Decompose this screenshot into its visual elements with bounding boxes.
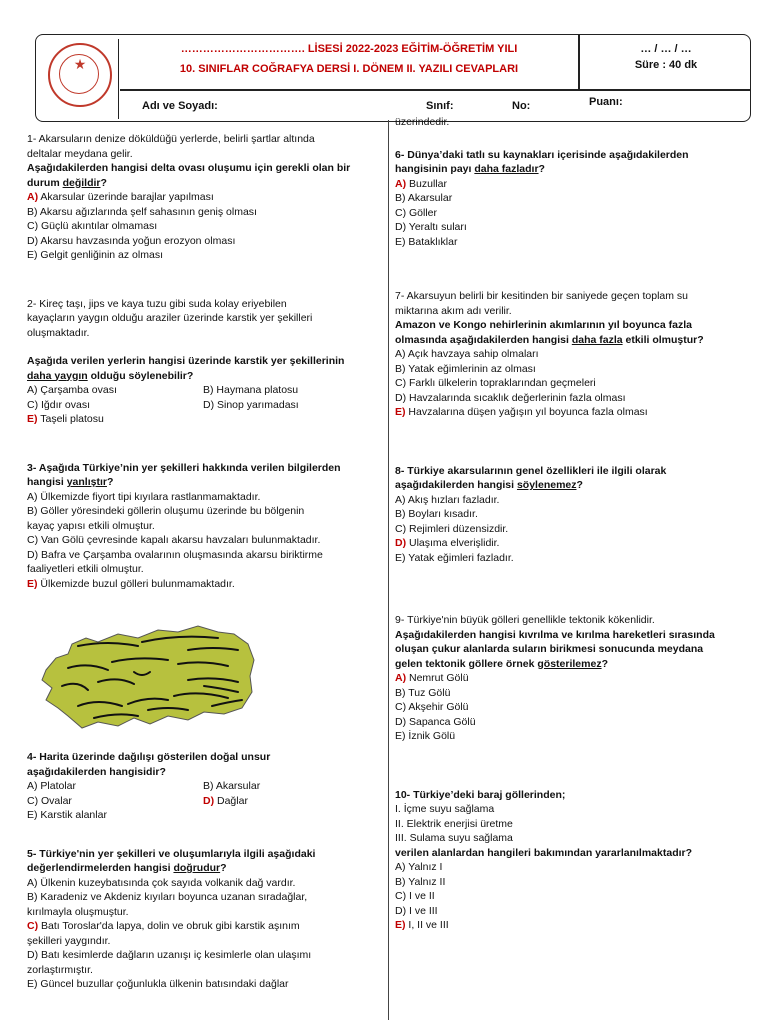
option-e: E) İznik Gölü <box>395 730 456 742</box>
question-stem: aşağıdakilerden hangisidir? <box>27 765 166 778</box>
logo-cell <box>38 39 119 119</box>
option-a: A) Ülkemizde fiyort tipi kıyılara rastlanmamaktadır. <box>27 490 261 503</box>
question-stem: 10- Türkiye’deki baraj göllerinden; <box>395 788 566 801</box>
correct-answer-marker: E) <box>27 577 38 590</box>
option-c: C) Farklı ülkelerin topraklarından geçmeleri <box>395 377 596 389</box>
duration-label: Süre : 40 dk <box>634 59 698 71</box>
question-9 <box>395 613 745 744</box>
option-b: B) Haymana platosu <box>203 384 299 396</box>
school-year-line: ……………………………. LİSESİ 2022-2023 EĞİTİM-ÖĞRETİM YILI <box>180 43 518 55</box>
question-text: kayaçların yaygın olduğu araziler üzerinde karstik yer şekilleri <box>27 312 313 324</box>
correct-answer-marker: A) <box>395 672 407 684</box>
exam-title <box>120 39 578 79</box>
question-text: miktarına akım adı verilir. <box>395 304 512 317</box>
correct-answer-marker: A) <box>27 191 39 203</box>
question-stem: olmasında aşağıdakilerden hangisi daha fazla etkili olmuştur? <box>395 333 704 346</box>
exam-name-line: 10. SINIFLAR COĞRAFYA DERSİ I. DÖNEM II. YAZILI CEVAPLARI <box>179 63 519 75</box>
turkey-mountains-map <box>38 620 258 738</box>
correct-answer-marker: E) <box>395 919 406 931</box>
question-stem: oluşan çukur alanlarda suların birikmesi sonucunda meydana <box>395 643 704 655</box>
name-label: Adı ve Soyadı: <box>142 100 218 112</box>
question-4 <box>27 750 389 823</box>
question-7 <box>395 289 745 420</box>
statement-item: III. Sulama suyu sağlama <box>395 832 513 844</box>
option-e: E) Yatak eğimleri fazladır. <box>395 551 514 564</box>
question-stem: aşağıdakilerden hangisi söylenemez? <box>395 479 583 491</box>
question-text: 2- Kireç taşı, jips ve kaya tuzu gibi suda kolay eriyebilen <box>27 297 287 310</box>
option-c: C) Ovalar <box>27 794 72 807</box>
question-stem: gelen tektonik göllere örnek gösterilemez? <box>395 657 608 670</box>
ministry-seal-logo: ★ <box>48 43 112 107</box>
option-e: E) Gelgit genliğinin az olması <box>27 249 163 261</box>
question-text: 1- Akarsuların denize döküldüğü yerlerde, belirli şartlar altında <box>27 133 315 145</box>
option-a: A) Ülkenin kuzeybatısında çok sayıda volkanik dağ vardır. <box>27 876 296 889</box>
option-d: D) I ve III <box>395 904 438 917</box>
option-d: D) Havzalarında sıcaklık değerlerinin fazla olması <box>395 391 626 404</box>
statement-item: I. İçme suyu sağlama <box>395 803 495 815</box>
question-2 <box>27 297 389 427</box>
question-stem: durum değildir? <box>27 176 107 189</box>
option-d: faaliyetleri etkili olmuştur. <box>27 563 144 575</box>
question-stem: değerlendirmelerden hangisi doğrudur? <box>27 862 227 874</box>
option-c: şekilleri yaygındır. <box>27 934 111 947</box>
option-c: C) Göller <box>395 206 438 219</box>
option-c: C) Akşehir Gölü <box>395 701 469 713</box>
option-b: B) Yatak eğimlerinin az olması <box>395 362 536 375</box>
question-stem: 3- Aşağıda Türkiye’nin yer şekilleri hakkında verilen bilgilerden <box>27 461 341 474</box>
option-b: B) Akarsu ağızlarında şelf sahasının geniş olması <box>27 205 257 218</box>
correct-answer-marker: D) <box>395 537 407 549</box>
option-a: A) Platolar <box>27 780 77 792</box>
question-stem: Aşağıdakilerden hangisi delta ovası oluşumu için gerekli olan bir <box>27 162 351 174</box>
option-b: B) Göller yöresindeki göllerin oluşumu üzerinde bu bölgenin <box>27 505 305 517</box>
option-d: D) Dağlar <box>203 794 248 807</box>
option-b: kayaç yapısı etkili olmuştur. <box>27 519 155 532</box>
option-b: B) Tuz Gölü <box>395 686 451 699</box>
option-e: E) I, II ve III <box>395 919 449 931</box>
question-stem: hangisi yanlıştır? <box>27 476 114 488</box>
option-d: D) Yeraltı suları <box>395 221 467 233</box>
question-stem: Aşağıdakilerden hangisi kıvrılma ve kırılma hareketleri sırasında <box>395 628 715 641</box>
option-c: C) Rejimleri düzensizdir. <box>395 522 509 535</box>
question-stem: 8- Türkiye akarsularının genel özellikleri ile ilgili olarak <box>395 464 667 477</box>
option-b: B) Akarsular <box>395 192 453 204</box>
question-stem: verilen alanlardan hangileri bakımından yararlanılmaktadır? <box>395 846 693 859</box>
statement-item: II. Elektrik enerjisi üretme <box>395 817 513 830</box>
correct-answer-marker: E) <box>395 406 406 418</box>
question-stem: 6- Dünya’daki tatlı su kaynakları içerisinde aşağıdakilerden <box>395 148 689 161</box>
question-1 <box>27 132 389 263</box>
option-e: E) Havzalarına düşen yağışın yıl boyunca fazla olması <box>395 406 648 418</box>
number-label: No: <box>512 100 531 112</box>
option-c: C) I ve II <box>395 890 435 902</box>
option-d: D) Sapanca Gölü <box>395 715 476 728</box>
question-stem: 5- Türkiye'nin yer şekilleri ve oluşumlarıyla ilgili aşağıdaki <box>27 847 316 860</box>
score-label: Puanı: <box>589 96 623 108</box>
question-8 <box>395 464 745 566</box>
class-label: Sınıf: <box>426 100 454 112</box>
option-d: zorlaştırmıştır. <box>27 963 93 976</box>
right-column <box>395 115 745 947</box>
option-e: E) Güncel buzullar çoğunlukla ülkenin batısındaki dağlar <box>27 978 289 990</box>
question-text: 9- Türkiye'nin büyük gölleri genellikle tektonik kökenlidir. <box>395 614 655 626</box>
date-field: … / … / … <box>640 43 692 55</box>
option-d: D) Bafra ve Çarşamba ovalarının oluşmasında akarsu biriktirme <box>27 548 323 561</box>
option-e: E) Taşeli platosu <box>27 413 104 425</box>
option-a: A) Akarsular üzerinde barajlar yapılması <box>27 191 214 203</box>
option-a: A) Akış hızları fazladır. <box>395 493 500 506</box>
option-e: E) Karstik alanlar <box>27 809 107 821</box>
option-c: C) Batı Toroslar'da lapya, dolin ve obruk gibi karstik aşınım <box>27 920 300 932</box>
option-b: B) Karadeniz ve Akdeniz kıyıları boyunca uzanan sıradağlar, <box>27 891 308 903</box>
correct-answer-marker: D) <box>203 794 215 807</box>
date-box <box>596 41 736 73</box>
continued-text: üzerindedir. <box>395 116 450 128</box>
question-3 <box>27 461 389 592</box>
question-6 <box>395 148 745 250</box>
option-d: D) Sinop yarımadası <box>203 398 299 411</box>
question-stem: Aşağıda verilen yerlerin hangisi üzerinde karstik yer şekillerinin <box>27 355 345 367</box>
option-d: D) Akarsu havzasında yoğun erozyon olması <box>27 234 236 247</box>
option-d: D) Ulaşıma elverişlidir. <box>395 537 500 549</box>
option-b: B) Yalnız II <box>395 875 446 888</box>
option-a: A) Açık havzaya sahip olmaları <box>395 348 539 360</box>
option-b: B) Boyları kısadır. <box>395 508 478 520</box>
option-b: kırılmayla oluşmuştur. <box>27 905 129 918</box>
option-c: C) Güçlü akıntılar olmaması <box>27 220 158 232</box>
question-stem: daha yaygın olduğu söylenebilir? <box>27 369 194 382</box>
option-a: A) Çarşamba ovası <box>27 384 117 396</box>
option-a: A) Nemrut Gölü <box>395 672 469 684</box>
correct-answer-marker: E) <box>27 413 38 425</box>
option-b: B) Akarsular <box>203 780 261 792</box>
correct-answer-marker: C) <box>27 920 39 932</box>
question-10 <box>395 788 745 933</box>
header-box <box>35 34 751 122</box>
correct-answer-marker: A) <box>395 177 407 190</box>
option-a: A) Yalnız I <box>395 861 443 873</box>
question-text: 7- Akarsuyun belirli bir kesitinden bir saniyede geçen toplam su <box>395 290 688 302</box>
question-stem: 4- Harita üzerinde dağılışı gösterilen doğal unsur <box>27 751 271 763</box>
option-e: E) Ülkemizde buzul gölleri bulunmamaktadır. <box>27 577 235 590</box>
question-text: oluşmaktadır. <box>27 326 90 339</box>
question-stem: hangisinin payı daha fazladır? <box>395 163 545 175</box>
option-c: C) Van Gölü çevresinde kapalı akarsu havzaları bulunmaktadır. <box>27 534 321 546</box>
question-text: deltalar meydana gelir. <box>27 147 133 160</box>
question-5 <box>27 847 389 992</box>
option-d: D) Batı kesimlerde dağların uzanışı iç kesimlerle olan ulaşımı <box>27 949 312 961</box>
option-a: A) Buzullar <box>395 177 447 190</box>
option-c: C) Iğdır ovası <box>27 398 91 411</box>
left-column <box>27 115 389 1006</box>
option-e: E) Bataklıklar <box>395 235 458 248</box>
question-stem: Amazon ve Kongo nehirlerinin akımlarının yıl boyunca fazla <box>395 319 692 331</box>
